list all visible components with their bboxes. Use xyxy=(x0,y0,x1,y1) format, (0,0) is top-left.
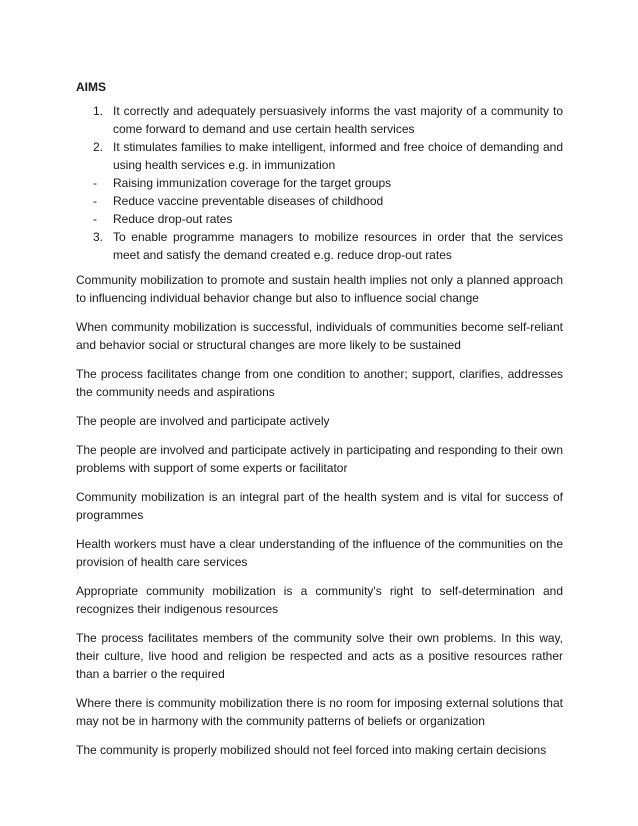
list-item-text: Reduce drop-out rates xyxy=(113,212,233,226)
list-item-text: To enable programme managers to mobilize resources in order that the services meet and satisfy the demand created e.g. reduce drop-out rates xyxy=(113,230,563,262)
list-item xyxy=(76,228,563,264)
list-item xyxy=(76,138,563,174)
list-item-text: It correctly and adequately persuasively informs the vast majority of a community to come forward to demand and use certain health services xyxy=(113,104,563,136)
paragraph: When community mobilization is successful, individuals of communities become self-reliant and behavior social or structural changes are more likely to be sustained xyxy=(76,320,563,352)
list-item xyxy=(76,192,563,210)
document-page xyxy=(76,66,563,770)
paragraph: The community is properly mobilized should not feel forced into making certain decisions xyxy=(76,743,547,757)
paragraph: The people are involved and participate actively xyxy=(76,414,330,428)
paragraph: The process facilitates members of the community solve their own problems. In this way, their culture, live hood and religion be respected and acts as a positive resources rather than a barrier o the required xyxy=(76,631,563,681)
section-heading: AIMS xyxy=(76,80,106,94)
paragraph: Appropriate community mobilization is a community's right to self-determination and recognizes their indigenous resources xyxy=(76,584,563,616)
paragraph: Where there is community mobilization there is no room for imposing external solutions that may not be in harmony with the community patterns of beliefs or organization xyxy=(76,696,563,728)
paragraph: Community mobilization to promote and sustain health implies not only a planned approach to influencing individual behavior change but also to influence social change xyxy=(76,273,563,305)
list-marker: - xyxy=(93,212,97,226)
paragraph: The people are involved and participate actively in participating and responding to their own problems with support of some experts or facilitator xyxy=(76,443,563,475)
list-marker: 1. xyxy=(93,104,104,118)
list-item-text: Reduce vaccine preventable diseases of childhood xyxy=(113,194,384,208)
list-item-text: It stimulates families to make intelligent, informed and free choice of demanding and using health services e.g. in immunization xyxy=(113,140,563,172)
list-marker: - xyxy=(93,194,97,208)
list-marker: 2. xyxy=(93,140,104,154)
paragraph: The process facilitates change from one condition to another; support, clarifies, addresses the community needs and aspirations xyxy=(76,367,563,399)
list-item xyxy=(76,102,563,138)
list-item xyxy=(76,210,563,228)
list-marker: - xyxy=(93,176,97,190)
list-item-text: Raising immunization coverage for the target groups xyxy=(113,176,392,190)
list-marker: 3. xyxy=(93,230,104,244)
aims-list xyxy=(76,102,563,264)
list-item xyxy=(76,174,563,192)
paragraph: Health workers must have a clear understanding of the influence of the communities on the provision of health care services xyxy=(76,537,563,569)
paragraph: Community mobilization is an integral part of the health system and is vital for success of programmes xyxy=(76,490,563,522)
